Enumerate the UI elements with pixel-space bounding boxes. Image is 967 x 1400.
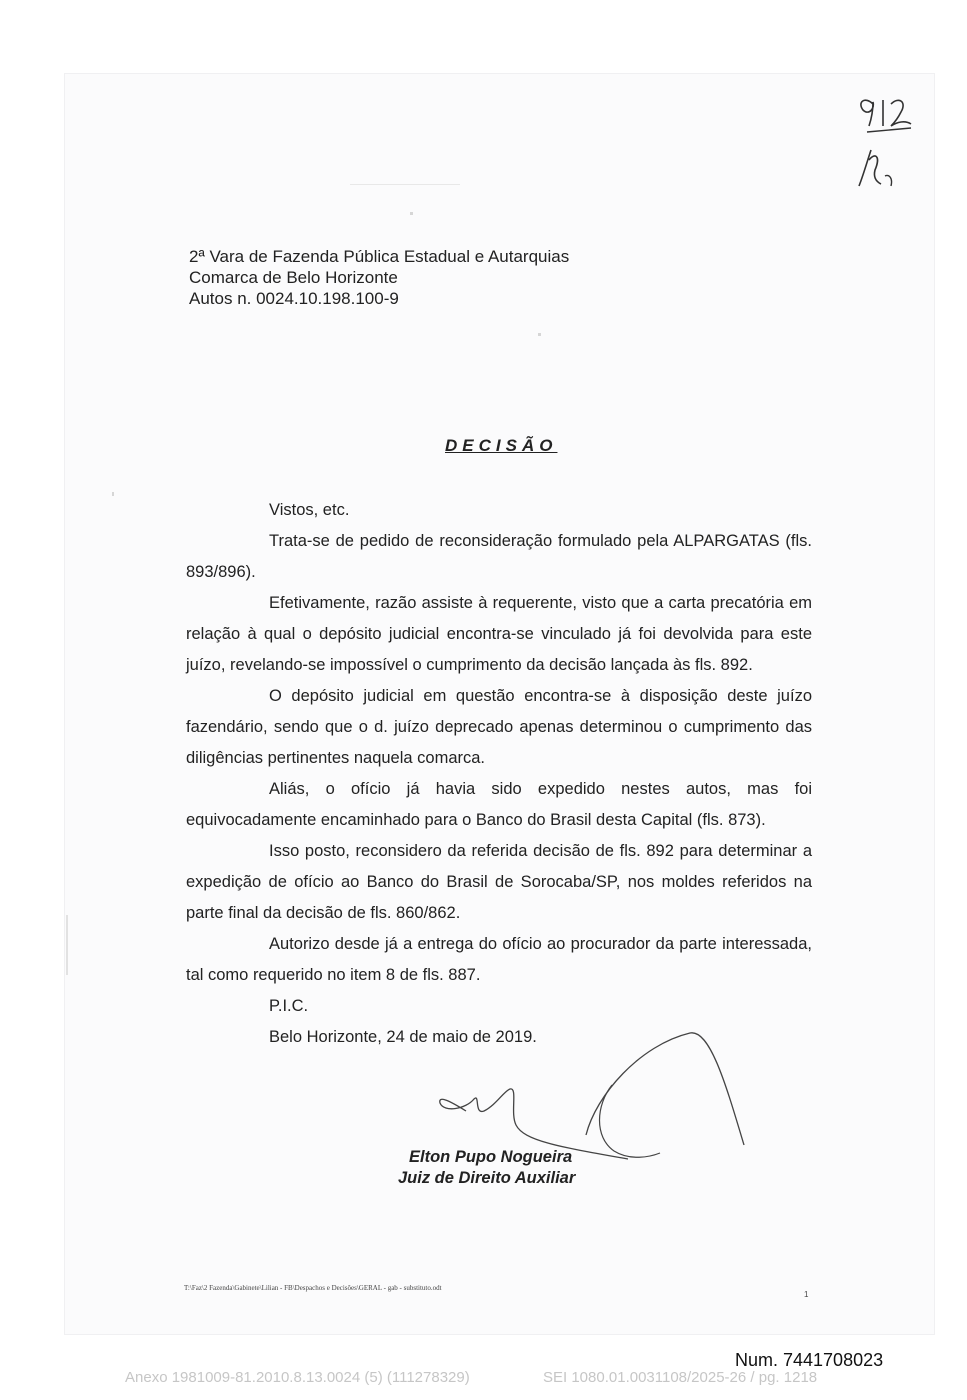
footer-attachment-ref: Anexo 1981009-81.2010.8.13.0024 (5) (111278329) [125,1369,470,1386]
page-mark: 1 [804,1290,809,1299]
paragraph-deposit: O depósito judicial em questão encontra-se à disposição deste juízo fazendário, sendo que o d. juízo deprecado apenas determinou o cumprimento das diligências pertinentes naquela comarca. [186,687,812,767]
scan-speck [350,184,460,185]
paragraph-pic: P.I.C. [269,997,309,1015]
scan-speck [112,492,114,496]
paragraph-opening: Vistos, etc. [269,501,350,519]
signature-block [398,1147,575,1189]
paragraph-authorization: Autorizo desde já a entrega do ofício ao procurador da parte interessada, tal como requerido no item 8 de fls. 887. [186,935,812,984]
court-district: Comarca de Belo Horizonte [189,268,398,287]
paragraph-previous-letter: Aliás, o ofício já havia sido expedido nestes autos, mas foi equivocadamente encaminhado para o Banco do Brasil desta Capital (fls. 873). [186,780,812,829]
decision-body [186,495,812,1053]
document-title: DECISÃO [445,436,558,455]
footer-sei-ref: SEI 1080.01.0031108/2025-26 / pg. 1218 [543,1369,818,1386]
scan-speck [538,333,541,336]
date-line: Belo Horizonte, 24 de maio de 2019. [269,1028,537,1046]
court-name: 2ª Vara de Fazenda Pública Estadual e Autarquias [189,247,570,266]
document-number: Num. 7441708023 [735,1350,884,1370]
paragraph-request: Trata-se de pedido de reconsideração formulado pela ALPARGATAS (fls. 893/896). [186,532,812,581]
signatory-role: Juiz de Direito Auxiliar [398,1169,576,1187]
case-number: Autos n. 0024.10.198.100-9 [189,289,399,308]
court-header [189,246,569,309]
paragraph-ruling: Isso posto, reconsidero da referida decisão de fls. 892 para determinar a expedição de ofício ao Banco do Brasil de Sorocaba/SP, nos moldes referidos na parte final da decisão de fls. 860/862. [186,842,812,922]
paragraph-reasoning: Efetivamente, razão assiste à requerente, visto que a carta precatória em relação à qual o depósito judicial encontra-se vinculado já foi devolvida para este juízo, revelando-se impossível o cumprimento da decisão lançada às fls. 892. [186,594,812,674]
scan-speck [410,212,413,215]
file-path: T:\Faz\2 Fazenda\Gabinete\Lilian - FB\Despachos e Decisões\GERAL - gab - substituto.odt [184,1284,442,1292]
signatory-name: Elton Pupo Nogueira [409,1148,573,1166]
scan-speck [66,915,68,975]
handwritten-folio-mark [845,90,925,200]
